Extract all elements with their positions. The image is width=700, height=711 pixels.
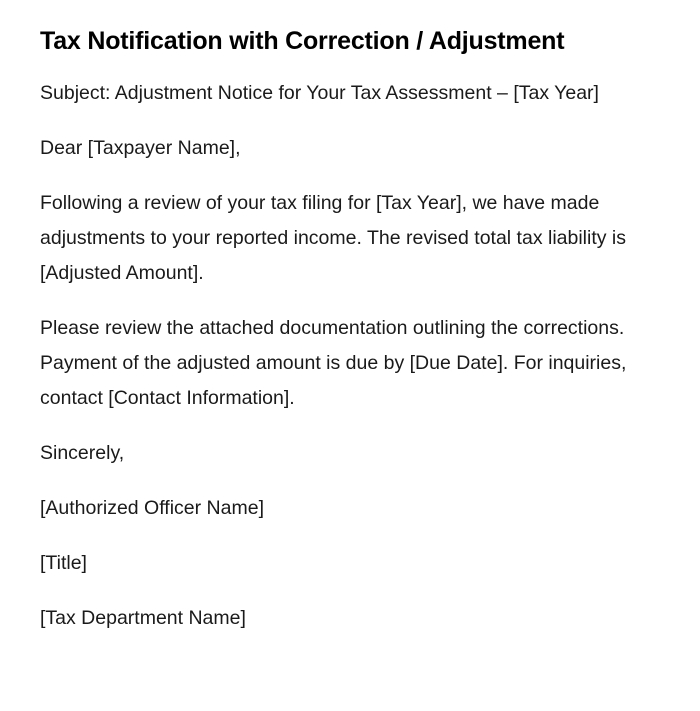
closing: Sincerely,	[40, 442, 125, 464]
document-title: Tax Notification with Correction / Adjustment	[40, 27, 565, 55]
signature-department: [Tax Department Name]	[40, 607, 246, 629]
body-paragraph-2: Please review the attached documentation outlining the corrections. Payment of the adjusted amount is due by [Due Date]. For inquiries, contact [Contact Information].	[40, 317, 627, 409]
signature-title: [Title]	[40, 552, 87, 574]
subject-line: Subject: Adjustment Notice for Your Tax Assessment – [Tax Year]	[40, 82, 599, 104]
salutation: Dear [Taxpayer Name],	[40, 137, 241, 159]
body-paragraph-1: Following a review of your tax filing for [Tax Year], we have made adjustments to your reported income. The revised total tax liability is [Adjusted Amount].	[40, 192, 626, 284]
signature-officer-name: [Authorized Officer Name]	[40, 497, 264, 519]
